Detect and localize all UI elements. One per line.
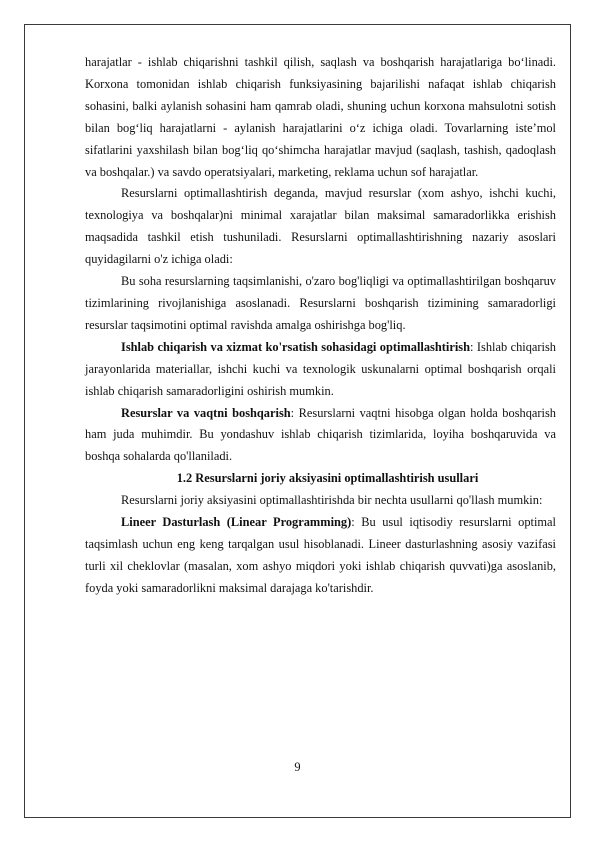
- term-ishlab-chiqarish: Ishlab chiqarish va xizmat ko'rsatish sohasidagi optimallashtirish: [121, 339, 470, 354]
- paragraph-ishlab-chiqarish-text: : Ishlab chiqarish jarayonlarida materiallar, ishchi kuchi va texnologik uskunalarni optimal boshqarish orqali ishlab chiqarish samaradorligini oshirish mumkin.: [85, 339, 556, 398]
- paragraph-lineer-dasturlash: [85, 512, 556, 600]
- paragraph-resurslarni-optimallashtirish: Resurslarni optimallashtirish deganda, mavjud resurslar (xom ashyo, ishchi kuchi, texnologiya va boshqalar)ni minimal xarajatlar bilan maksimal samaradorlikka erishish maqsadida tashkil etish tushuniladi. Resurslarni optimallashtirishning nazariy asoslari quyidagilarni o'z ichiga oladi:: [85, 186, 556, 267]
- paragraph-resurslar-vaqt: [85, 403, 556, 469]
- paragraph-joriy-aksiya: Resurslarni joriy aksiyasini optimallashtirishda bir nechta usullarni qo'llash mumkin:: [121, 493, 543, 508]
- paragraph-bu-soha: Bu soha resurslarning taqsimlanishi, o'zaro bog'liqligi va optimallashtirilgan boshqaruv tizimlarining rivojlanishiga asoslanadi. Resurslarni boshqarish tizimining samaradorligi resurslar taqsimotini optimal ravishda amalga oshirishga bog'liq.: [85, 274, 556, 332]
- paragraph-resurslar-vaqt-text: : Resurslarni vaqtni hisobga olgan holda boshqarish ham juda muhimdir. Bu yondashuv ishlab chiqarish tizimlarida, loyiha boshqaruvida va boshqa sohalarda qo'llaniladi.: [85, 405, 556, 464]
- paragraph-lineer-dasturlash-text: : Bu usul iqtisodiy resurslarni optimal taqsimlash uchun eng keng tarqalgan usul hisoblanadi. Lineer dasturlashning asosiy vazifasi turli xil cheklovlar (masalan, xom ashyo miqdori yoki ishlab chiqarish quvvati)ga asoslanib, foyda yoki samaradorlikni maksimal darajaga ko'tarishdir.: [85, 515, 556, 595]
- section-heading: 1.2 Resurslarni joriy aksiyasini optimallashtirish usullari: [176, 471, 479, 486]
- paragraph-ishlab-chiqarish: [85, 337, 556, 403]
- term-lineer-dasturlash: Lineer Dasturlash (Linear Programming): [121, 515, 352, 530]
- page-number: 9: [294, 760, 301, 774]
- paragraph-harajatlar: harajatlar - ishlab chiqarishni tashkil qilish, saqlash va boshqarish harajatlariga bo‘linadi. Korxona tomonidan ishlab chiqarish funksiyasining bajarilishi nafaqat ishlab chiqarish sohasini, balki aylanish sohasini ham qamrab oladi, shuning uchun korxona mahsulotni sotish bilan bog‘liq harajatlarni - aylanish harajatlarini o‘z ichiga oladi. Tovarlarning iste’mol sifatlarini yaxshilash bilan bog‘liq qo‘shimcha harajatlar mavjud (saqlash, tashish, qadoqlash va boshqalar.) va savdo operatsiyalari, marketing, reklama uchun sof harajatlar.: [85, 55, 556, 179]
- term-resurslar-vaqt: Resurslar va vaqtni boshqarish: [121, 405, 291, 420]
- document-body: [85, 52, 556, 600]
